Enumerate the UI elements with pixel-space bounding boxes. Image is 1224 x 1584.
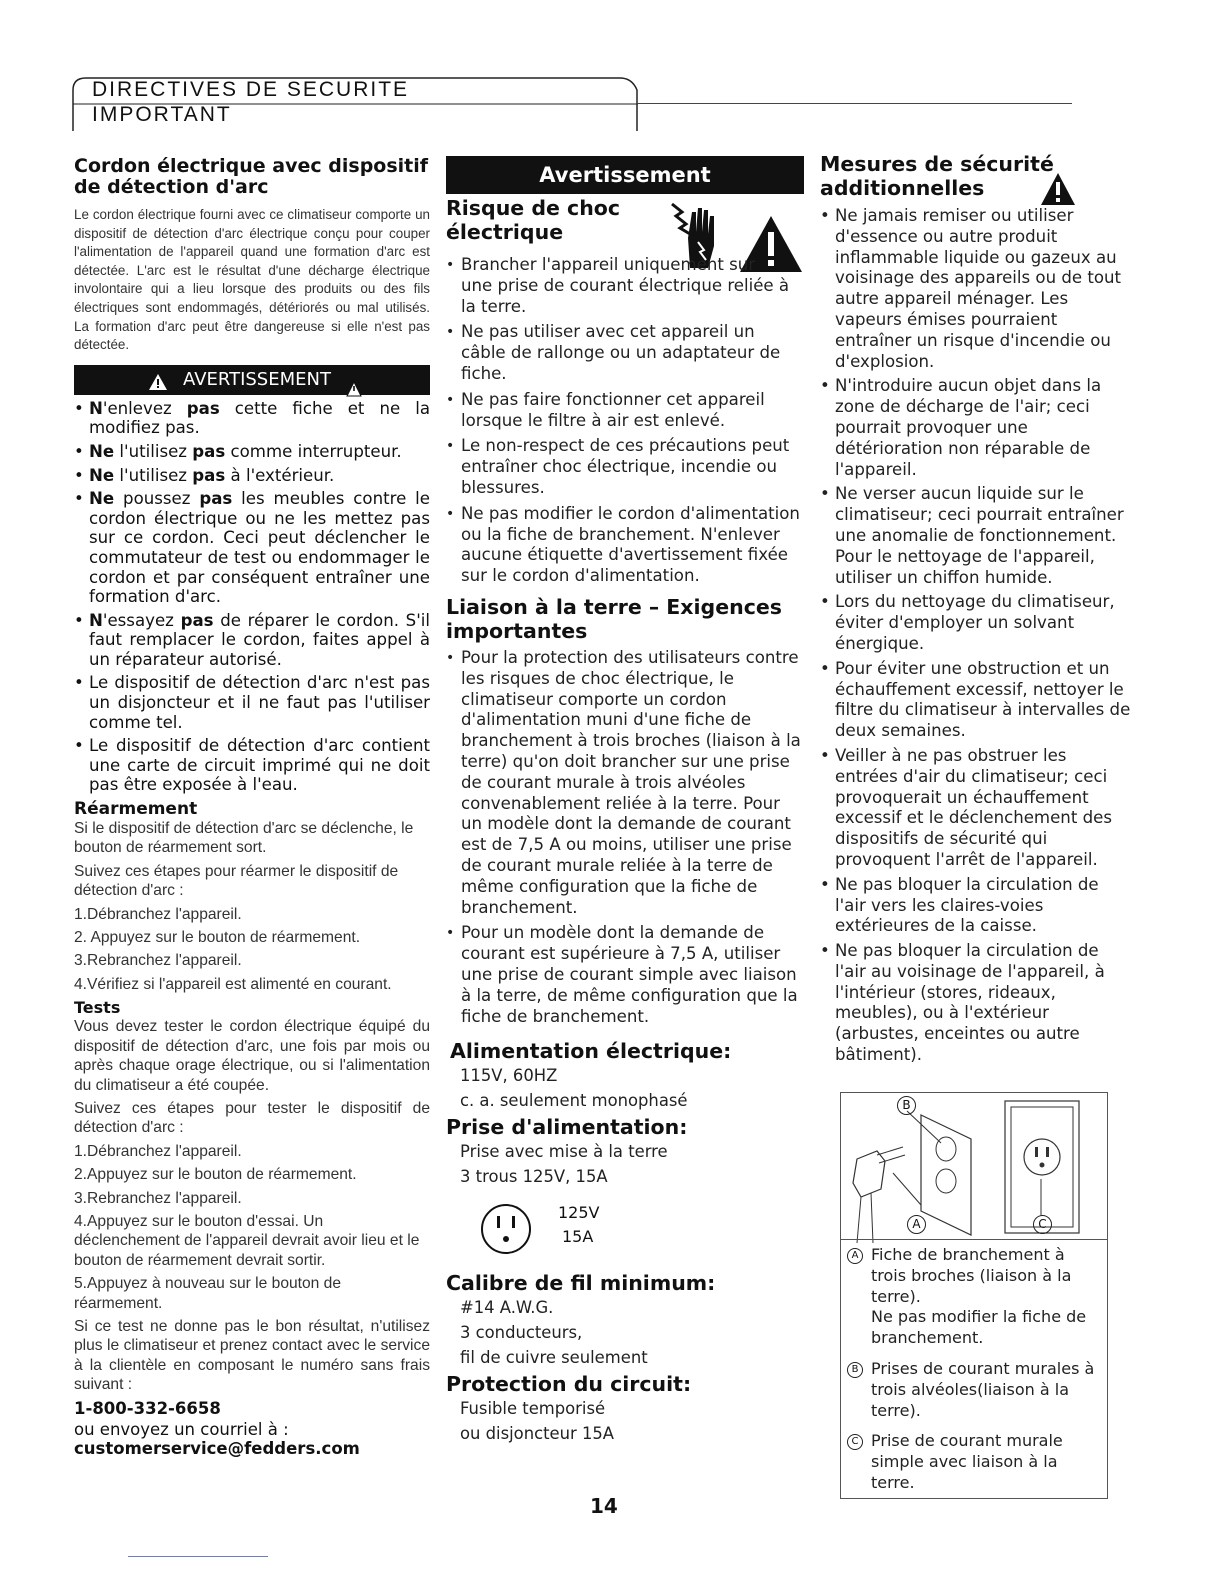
list-item: • Ne pas bloquer la circulation de l'air au voisinage de l'appareil, à l'intérieur (stores, rideaux, meubles), ou à l'extérieur (arbustes, enceintes ou autre bâtiment). (820, 941, 1132, 1066)
legend-a-icon: A (847, 1248, 863, 1264)
list-item: • Ne pas utiliser avec cet appareil un câble de rallonge ou un adaptateur de fiche. (446, 322, 804, 384)
footer-rule (128, 1556, 268, 1557)
power-spec: 115V, 60HZ (460, 1066, 558, 1086)
phone-number: 1-800-332-6658 (74, 1398, 221, 1418)
tests-paragraph: Suivez ces étapes pour tester le dispositif de détection d'arc : (74, 1099, 430, 1137)
email-prompt: ou envoyez un courriel à : (74, 1419, 289, 1439)
list-item: • Le dispositif de détection d'arc n'est pas un disjoncteur et il ne faut pas l'utiliser comme tel. (74, 673, 430, 732)
warning-triangle-icon (148, 371, 168, 401)
legend-b-icon: B (847, 1362, 863, 1378)
list-item: • N'essayez pas de réparer le cordon. S'il faut remplacer le cordon, faites appel à un réparateur autorisé. (74, 611, 430, 670)
list-item: • Ne verser aucun liquide sur le climatiseur; ceci pourrait entraîner une anomalie de fonctionnement. Pour le nettoyage de l'appareil, utiliser un chiffon humide. (820, 484, 1132, 588)
legend-c-icon: C (847, 1434, 863, 1450)
avertissement-banner: Avertissement (446, 156, 804, 194)
list-item: • Ne poussez pas les meubles contre le cordon électrique ou ne les mettez pas sur ce cordon. Ceci peut déclencher le commutateur de test ou endommager le cordon et par conséquent entraîner une formation d'arc. (74, 489, 430, 607)
column-electrical (446, 156, 804, 1446)
callout-c-icon: C (1033, 1215, 1052, 1234)
list-item: • Veiller à ne pas obstruer les entrées d'air du climatiseur; ceci provoquerait un échauffement excessif et le déclenchement des dispositifs de sécurité qui provoquent l'arrêt de l'appareil. (820, 746, 1132, 871)
wire-spec: 3 conducteurs, (460, 1323, 583, 1343)
reset-paragraph: Si le dispositif de détection d'arc se déclenche, le bouton de réarmement sort. (74, 820, 414, 857)
power-title: Alimentation électrique: (450, 1039, 732, 1064)
list-item: • Le non-respect de ces précautions peut entraîner choc électrique, incendie ou blessures. (446, 436, 804, 498)
plug-outlet-illustration (841, 1093, 1107, 1243)
ground-title: Liaison à la terre – Exigences importantes (446, 594, 782, 643)
arc-section-title: Cordon électrique avec dispositif de détection d'arc (74, 155, 429, 198)
legend-item-b: B Prises de courant murales à trois alvéoles(liaison à la terre). (847, 1359, 1103, 1421)
list-item: • N'enlevez pas cette fiche et ne la modifiez pas. (74, 399, 430, 438)
grounding-diagram (840, 1092, 1108, 1499)
list-item: • Pour un modèle dont la demande de courant est supérieure à 7,5 A, utiliser une prise de courant simple avec liaison à la terre, de même configuration que la fiche de branchement. (446, 923, 804, 1027)
tests-step: 4.Appuyez sur le bouton d'essai. Un déclenchement de l'appareil devrait avoir lieu et le bouton de réarmement devrait sortir. (74, 1212, 420, 1269)
page-number: 14 (590, 1494, 618, 1518)
outlet-spec: 3 trous 125V, 15A (460, 1167, 608, 1187)
additional-list (820, 206, 1132, 1066)
outlet-amperage: 15A (562, 1227, 594, 1247)
circuit-spec: Fusible temporisé (460, 1399, 606, 1419)
header-title: DIRECTIVES DE SECURITE (92, 78, 410, 101)
reset-paragraph: Suivez ces étapes pour réarmer le dispositif de détection d'arc : (74, 862, 399, 900)
wire-spec: #14 A.W.G. (460, 1298, 554, 1318)
header-rule (638, 103, 1072, 104)
additional-title: Mesures de sécurité additionnelles (820, 152, 1054, 200)
list-item: • Le dispositif de détection d'arc contient une carte de circuit imprimé qui ne doit pas être exposée à l'eau. (74, 736, 430, 795)
tests-step: 2.Appuyez sur le bouton de réarmement. (74, 1166, 357, 1184)
list-item: • Ne l'utilisez pas comme interrupteur. (74, 442, 430, 462)
list-item: • Ne jamais remiser ou utiliser d'essence ou autre produit inflammable liquide ou gazeux au voisinage des appareils ou de tout autre appareil ménager. Les vapeurs émises pourraient entraîner un risque d'incendie ou d'explosion. (820, 206, 1132, 372)
list-item: • Ne pas bloquer la circulation de l'air vers les claires-voies extérieures de la caisse. (820, 875, 1132, 937)
list-item: • Pour éviter une obstruction et un échauffement excessif, nettoyer le filtre du climatiseur à intervalles de deux semaines. (820, 659, 1132, 742)
wire-spec: fil de cuivre seulement (460, 1348, 648, 1368)
column-additional-safety (820, 152, 1132, 1066)
outlet-voltage: 125V (558, 1203, 600, 1223)
wire-title: Calibre de fil minimum: (446, 1271, 716, 1296)
diagram-legend (847, 1245, 1103, 1494)
callout-b-icon: B (897, 1096, 916, 1115)
list-item: • Ne pas modifier le cordon d'alimentation ou la fiche de branchement. N'enlever aucune étiquette d'avertissement fixée sur le cordon d'alimentation. (446, 504, 804, 587)
column-arc-detection (74, 156, 430, 1458)
circuit-spec: ou disjoncteur 15A (460, 1424, 615, 1444)
list-item: • Ne l'utilisez pas à l'extérieur. (74, 466, 430, 486)
tests-step: 5.Appuyez à nouveau sur le bouton de réarmement. (74, 1275, 342, 1312)
reset-title: Réarmement (74, 799, 198, 820)
legend-item-a: A Fiche de branchement à trois broches (liaison à la terre). Ne pas modifier la fiche de branchement. (847, 1245, 1103, 1349)
arc-warning-list (74, 399, 430, 795)
callout-a-icon: A (907, 1215, 926, 1234)
shock-title: Risque de choc électrique (446, 196, 621, 244)
list-item: • Pour la protection des utilisateurs contre les risques de choc électrique, le climatiseur comporte un cordon d'alimentation muni d'une fiche de branchement à trois broches (liaison à la terre) qu'on doit brancher sur une prise de courant murale à trois alvéoles convenablement reliée à la terre. Pour un modèle dont la demande de courant est de 7,5 A ou moins, utiliser une prise de courant murale reliée à la terre de même configuration que la fiche de branchement. (446, 648, 804, 918)
outlet-spec: Prise avec mise à la terre (460, 1142, 668, 1162)
warning-triangle-icon (1040, 172, 1076, 210)
shock-list (446, 255, 804, 587)
arc-intro: Le cordon électrique fourni avec ce climatiseur comporte un dispositif de détection d'arc électrique conçu pour couper l'alimentation de l'appareil quand une formation d'arc est détectée. L'arc est le résultat d'une décharge électrique involontaire qui a lieu lorsque des produits ou des fils électriques sont endommagés, détériorés ou mal utilisés. La formation d'arc peut être dangereuse si elle n'est pas détectée. (74, 207, 430, 353)
tests-paragraph: Vous devez tester le cordon électrique équipé du dispositif de détection d'arc, une fois par mois ou après chaque orage électrique, ou si l'alimentation du climatiseur a été coupée. (74, 1018, 430, 1094)
legend-item-c: C Prise de courant murale simple avec liaison à la terre. (847, 1431, 1103, 1493)
power-spec: c. a. seulement monophasé (460, 1091, 688, 1111)
tests-paragraph: Si ce test ne donne pas le bon résultat, n'utilisez plus le climatiseur et prenez contact avec le service à la clientèle en composant le numéro sans frais suivant : (74, 1317, 430, 1394)
list-item: • N'introduire aucun objet dans la zone de décharge de l'air; ceci pourrait provoquer une détérioration non réparable de l'appareil. (820, 376, 1132, 480)
list-item: • Lors du nettoyage du climatiseur, éviter d'employer un solvant énergique. (820, 592, 1132, 654)
tests-title: Tests (74, 998, 121, 1018)
reset-step: 1.Débranchez l'appareil. (74, 905, 242, 923)
ground-list (446, 648, 804, 1027)
email-address: customerservice@fedders.com (74, 1438, 360, 1458)
reset-step: 4.Vérifiez si l'appareil est alimenté en courant. (74, 975, 392, 993)
outlet-title: Prise d'alimentation: (446, 1115, 688, 1140)
circuit-title: Protection du circuit: (446, 1372, 692, 1397)
tests-step: 1.Débranchez l'appareil. (74, 1142, 242, 1160)
header-subtitle: IMPORTANT (92, 103, 232, 126)
reset-step: 2. Appuyez sur le bouton de réarmement. (74, 929, 361, 947)
list-item: • Brancher l'appareil uniquement sur une prise de courant électrique reliée à la terre. (446, 255, 954, 317)
avertissement-bar (74, 365, 430, 395)
tests-step: 3.Rebranchez l'appareil. (74, 1189, 242, 1207)
reset-step: 3.Rebranchez l'appareil. (74, 952, 242, 970)
avertissement-label: AVERTISSEMENT (183, 368, 331, 390)
list-item: • Ne pas faire fonctionner cet appareil lorsque le filtre à air est enlevé. (446, 390, 804, 432)
outlet-icon (480, 1203, 532, 1259)
